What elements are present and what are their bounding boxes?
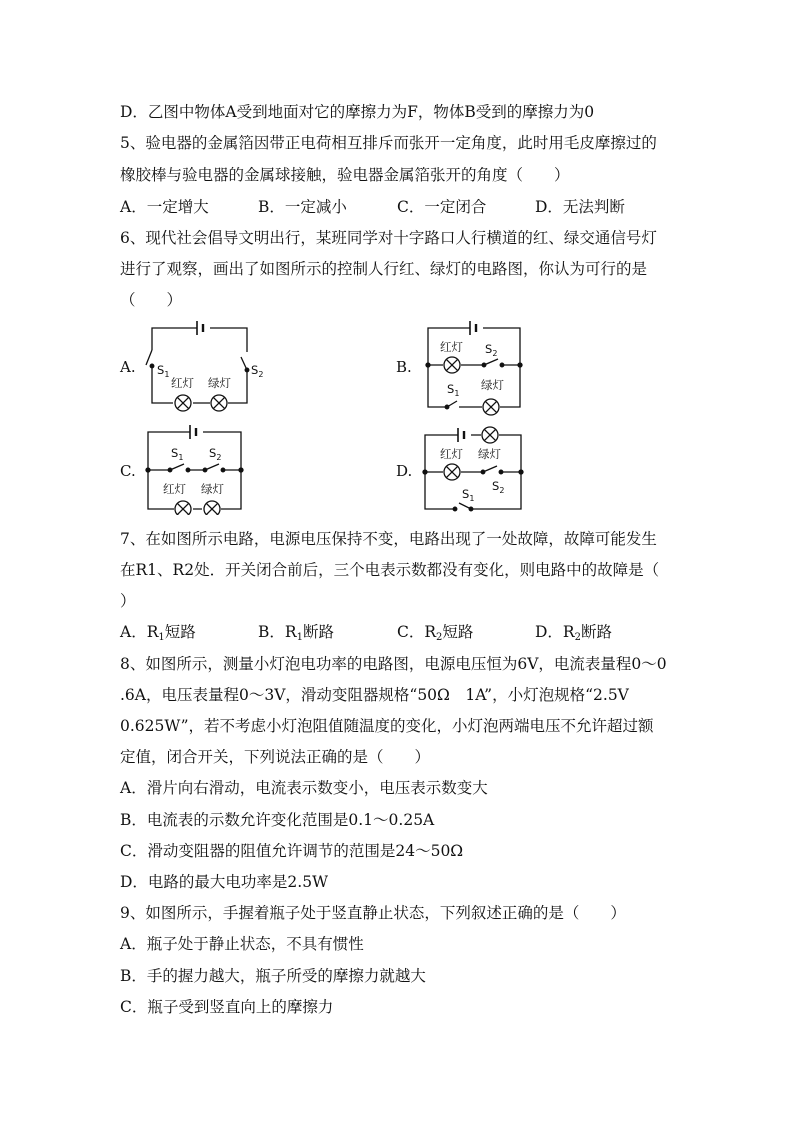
label-s1: $S_1$ [171, 446, 184, 462]
label-s2: $S_2$ [492, 479, 505, 495]
label-red-lamp: 红灯 [440, 447, 463, 461]
label-green-lamp: 绿灯 [481, 378, 504, 392]
diagram-a-letter: A. [120, 358, 136, 376]
q5-option-d: D．无法判断 [535, 198, 625, 216]
q9-stem: 9、如图所示，手握着瓶子处于竖直静止状态，下列叙述正确的是（ ） [120, 904, 626, 922]
q5-option-c: C．一定闭合 [397, 198, 487, 216]
q7-stem-line-2: 在R1、R2处．开关闭合前后，三个电表示数都没有变化，则电路中的故障是（ [120, 561, 660, 579]
q8-stem-line-1: 8、如图所示，测量小灯泡电功率的电路图，电源电压恒为6V，电流表量程0～0 [120, 655, 667, 673]
circuit-diagrams [0, 315, 794, 515]
q5-option-b: B．一定减小 [258, 198, 347, 216]
q5-option-a: A．一定增大 [120, 198, 209, 216]
diagram-c-letter: C. [120, 462, 136, 480]
q6-stem-line-1: 6、现代社会倡导文明出行，某班同学对十字路口人行横道的红、绿交通信号灯 [120, 229, 657, 247]
q7-option-d: D．$R_2$断路 [535, 623, 612, 643]
label-green-lamp: 绿灯 [208, 376, 231, 390]
q7-stem-line-3: ） [120, 592, 136, 610]
q8-option-a: A．滑片向右滑动，电流表示数变小，电压表示数变大 [120, 779, 488, 797]
green-lamp-icon [211, 395, 227, 411]
circuit-a [146, 321, 249, 403]
green-lamp-icon [482, 427, 498, 443]
green-lamp-icon [483, 399, 499, 415]
label-s1: $S_1$ [157, 363, 170, 379]
q7-stem-line-1: 7、在如图所示电路，电源电压保持不变，电路出现了一处故障，故障可能发生 [120, 530, 657, 548]
label-s2: $S_2$ [209, 446, 222, 462]
q5-stem-line-2: 橡胶棒与验电器的金属球接触，验电器金属箔张开的角度（ ） [120, 166, 570, 184]
red-lamp-icon [444, 357, 460, 373]
label-red-lamp: 红灯 [440, 340, 463, 354]
q4-option-d: D．乙图中物体A受到地面对它的摩擦力为F，物体B受到的摩擦力为0 [120, 103, 595, 121]
circuit-c [146, 425, 243, 509]
red-lamp-icon [444, 464, 460, 480]
label-s2: $S_2$ [485, 342, 498, 358]
q7-option-b: B．$R_1$断路 [258, 623, 334, 643]
q7-option-c: C．$R_2$短路 [397, 623, 474, 643]
red-lamp-icon [175, 395, 191, 411]
green-lamp-icon [204, 501, 220, 515]
q8-option-c: C．滑动变阻器的阻值允许调节的范围是24～50Ω [120, 842, 464, 860]
q6-stem-line-3: （ ） [120, 291, 183, 309]
label-green-lamp: 绿灯 [478, 447, 501, 461]
q9-option-a: A．瓶子处于静止状态，不具有惯性 [120, 935, 364, 953]
q9-option-c: C．瓶子受到竖直向上的摩擦力 [120, 998, 334, 1016]
diagram-b-letter: B. [396, 358, 412, 376]
q6-stem-line-2: 进行了观察，画出了如图所示的控制人行红、绿灯的电路图，你认为可行的是 [120, 260, 648, 278]
q8-stem-line-4: 定值，闭合开关，下列说法正确的是（ ） [120, 748, 431, 766]
circuit-b [426, 321, 522, 409]
label-s1: $S_1$ [462, 487, 475, 503]
q8-option-b: B．电流表的示数允许变化范围是0.1～0.25A [120, 811, 435, 829]
label-red-lamp: 红灯 [171, 376, 194, 390]
label-s2: $S_2$ [251, 363, 264, 379]
red-lamp-icon [175, 501, 191, 515]
q7-option-a: A．$R_1$短路 [120, 623, 196, 643]
q5-stem-line-1: 5、验电器的金属箔因带正电荷相互排斥而张开一定角度，此时用毛皮摩擦过的 [120, 134, 657, 152]
q8-option-d: D．电路的最大电功率是2.5W [120, 873, 329, 891]
q9-option-b: B．手的握力越大，瓶子所受的摩擦力就越大 [120, 967, 426, 985]
q8-stem-line-3: 0.625W”，若不考虑小灯泡阻值随温度的变化，小灯泡两端电压不允许超过额 [120, 717, 654, 735]
diagram-d-letter: D. [396, 462, 413, 480]
label-red-lamp: 红灯 [163, 482, 186, 496]
label-s1: $S_1$ [447, 382, 460, 398]
q8-stem-line-2: .6A，电压表量程0～3V，滑动变阻器规格“50Ω 1A”，小灯泡规格“2.5V [120, 686, 629, 704]
label-green-lamp: 绿灯 [201, 482, 224, 496]
